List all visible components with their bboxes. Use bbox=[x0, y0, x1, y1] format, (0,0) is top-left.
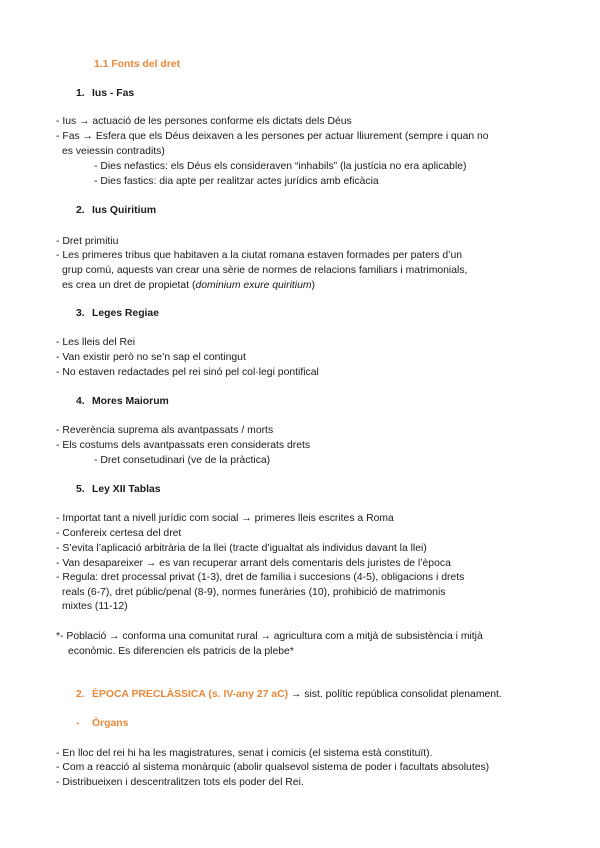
text-line: - Regula: dret processal privat (1-3), dret de família i succesions (4-5), obligacions i drets bbox=[56, 572, 465, 583]
note-line: *- Població → conforma una comunitat rural → agricultura com a mitjà de subsistència i mitjà bbox=[56, 631, 483, 642]
italic-term: dominium exure quiritium bbox=[195, 280, 312, 291]
epoch-number: 2. bbox=[76, 689, 85, 700]
text-line: - Dret consetudinari (ve de la pràctica) bbox=[94, 455, 271, 466]
section-title: Ley XII Tablas bbox=[92, 484, 161, 495]
text-line: - Ius → actuació de les persones conforme els dictats dels Déus bbox=[56, 116, 352, 127]
organs-title: Òrgans bbox=[92, 718, 129, 729]
section-number: 3. bbox=[76, 308, 85, 319]
text-line: - Dies nefastics: els Déus els consideraven “inhabils” (la justícia no era aplicable) bbox=[94, 161, 467, 172]
epoch-description: → sist. polític república consolidat plenament. bbox=[288, 689, 502, 700]
section-heading-leges-regiae bbox=[76, 307, 159, 320]
text-line: - No estaven redactades pel rei sinó pel col·legi pontifical bbox=[56, 367, 319, 378]
organs-heading bbox=[76, 717, 128, 730]
text-line: - Els costums dels avantpassats eren considerats drets bbox=[56, 440, 311, 451]
text-line: - Confereix certesa del dret bbox=[56, 528, 182, 539]
text-line: - Les primeres tribus que habitaven a la ciutat romana estaven formades per paters d’un bbox=[56, 250, 463, 261]
note-line: econòmic. Es diferencien els patricis de la plebe* bbox=[68, 646, 294, 657]
section-heading-ius-fas bbox=[76, 87, 134, 100]
text-line: mixtes (11-12) bbox=[62, 601, 128, 612]
text-line: - Com a reacció al sistema monàrquic (abolir qualsevol sistema de poder i facultats absolutes) bbox=[56, 762, 490, 773]
text-line: - Importat tant a nivell jurídic com social → primeres lleis escrites a Roma bbox=[56, 513, 394, 524]
organs-bullet: - bbox=[76, 718, 80, 729]
text-run: ) bbox=[311, 280, 315, 291]
section-title: Ius Quiritium bbox=[92, 205, 157, 216]
section-heading-ius-quiritium bbox=[76, 204, 156, 217]
text-line: - Les lleis del Rei bbox=[56, 337, 136, 348]
section-title: Ius - Fas bbox=[92, 88, 135, 99]
text-line: reals (6-7), dret públic/penal (8-9), normes funeràries (10), prohibició de matrimonis bbox=[62, 587, 446, 598]
section-title: Leges Regiae bbox=[92, 308, 159, 319]
text-line: - Dies fastics: dia apte per realitzar actes jurídics amb eficàcia bbox=[94, 176, 379, 187]
section-number: 2. bbox=[76, 205, 85, 216]
section-number: 5. bbox=[76, 484, 85, 495]
text-line: - En lloc del rei hi ha les magistratures, senat i comicis (el sistema està constituït). bbox=[56, 748, 433, 759]
text-line: - Van existir però no se’n sap el contingut bbox=[56, 352, 246, 363]
text-line: grup comú, aquests van crear una sèrie de normes de relacions familiars i matrimonials, bbox=[62, 265, 468, 276]
text-line: - Van desapareixer → es van recuperar arrant dels comentaris dels juristes de l’època bbox=[56, 558, 451, 569]
text-line: - Fas → Esfera que els Déus deixaven a les persones per actuar lliurement (sempre i quan no bbox=[56, 131, 489, 142]
section-title: Mores Maiorum bbox=[92, 396, 169, 407]
text-line: es veiessin contradits) bbox=[62, 146, 165, 157]
section-number: 4. bbox=[76, 396, 85, 407]
subtitle: 1.1 Fonts del dret bbox=[94, 59, 181, 70]
section-number: 1. bbox=[76, 88, 85, 99]
epoch-title: ÈPOCA PRECLÀSSICA (s. IV-any 27 aC) bbox=[92, 689, 289, 700]
text-line: - Dret primitiu bbox=[56, 236, 119, 247]
text-line: - S’evita l’aplicació arbitrària de la llei (tracte d’igualtat als individus davant la llei) bbox=[56, 543, 427, 554]
text-line: - Distribueixen i descentralitzen tots els poder del Rei. bbox=[56, 777, 304, 788]
section-heading-ley-xii-tablas bbox=[76, 483, 161, 496]
text-run: es crea un dret de propietat ( bbox=[62, 280, 196, 291]
text-line bbox=[62, 279, 315, 292]
epoch-heading bbox=[76, 688, 502, 701]
text-line: - Reverència suprema als avantpassats / morts bbox=[56, 425, 274, 436]
section-heading-mores-maiorum bbox=[76, 395, 169, 408]
